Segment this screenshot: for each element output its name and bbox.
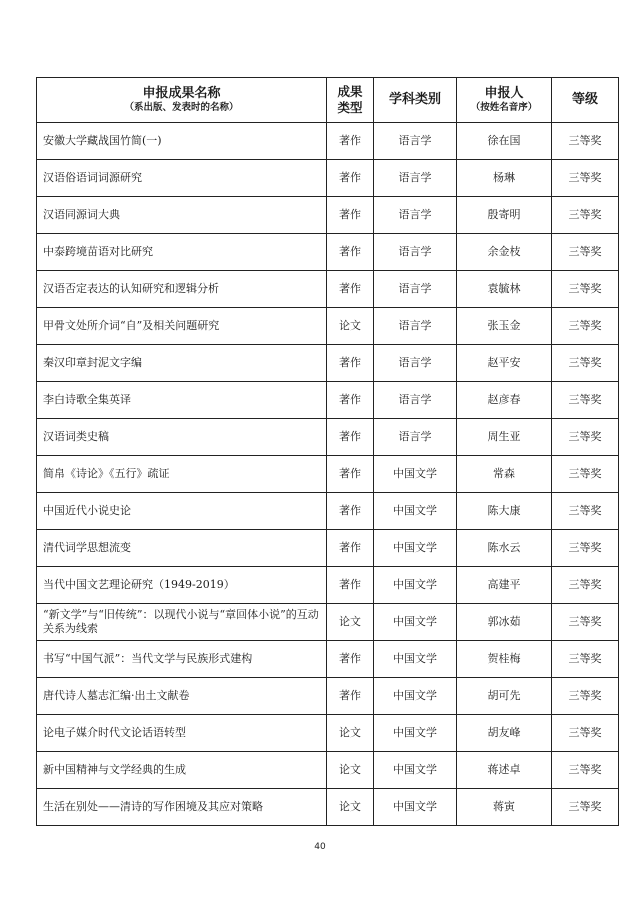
cell-discipline: 语言学 (374, 271, 457, 308)
cell-author: 赵彦春 (457, 382, 552, 419)
cell-discipline: 中国文学 (374, 493, 457, 530)
cell-level: 三等奖 (552, 382, 619, 419)
table-row (37, 715, 619, 752)
table-row (37, 641, 619, 678)
cell-discipline: 中国文学 (374, 456, 457, 493)
cell-type: 著作 (327, 678, 374, 715)
table-row (37, 197, 619, 234)
cell-type: 论文 (327, 789, 374, 826)
cell-author: 高建平 (457, 567, 552, 604)
header-title-sub: （系出版、发表时的名称） (124, 102, 239, 113)
table-row (37, 382, 619, 419)
cell-type: 著作 (327, 493, 374, 530)
cell-discipline: 语言学 (374, 382, 457, 419)
cell-title: 汉语俗语词词源研究 (37, 160, 327, 197)
table-row (37, 345, 619, 382)
cell-title: 中泰跨境苗语对比研究 (37, 234, 327, 271)
table-row (37, 567, 619, 604)
cell-author: 胡友峰 (457, 715, 552, 752)
cell-title: 论电子媒介时代文论话语转型 (37, 715, 327, 752)
cell-discipline: 中国文学 (374, 715, 457, 752)
table-row (37, 234, 619, 271)
table-row (37, 604, 619, 641)
cell-level: 三等奖 (552, 752, 619, 789)
cell-title: 生活在别处——清诗的写作困境及其应对策略 (37, 789, 327, 826)
cell-discipline: 中国文学 (374, 752, 457, 789)
header-author-main: 申报人 (484, 86, 524, 101)
cell-author: 贺桂梅 (457, 641, 552, 678)
cell-title: 汉语同源词大典 (37, 197, 327, 234)
table-row (37, 789, 619, 826)
cell-level: 三等奖 (552, 678, 619, 715)
cell-level: 三等奖 (552, 456, 619, 493)
header-type (327, 78, 374, 123)
header-discipline: 学科类别 (374, 78, 457, 123)
cell-level: 三等奖 (552, 271, 619, 308)
table-body (37, 123, 619, 826)
cell-author: 郭冰茹 (457, 604, 552, 641)
cell-title: 中国近代小说史论 (37, 493, 327, 530)
header-row (37, 78, 619, 123)
table-row (37, 530, 619, 567)
cell-type: 论文 (327, 308, 374, 345)
table-row (37, 271, 619, 308)
cell-author: 胡可先 (457, 678, 552, 715)
cell-level: 三等奖 (552, 345, 619, 382)
cell-title: 当代中国文艺理论研究（1949-2019） (37, 567, 327, 604)
cell-type: 著作 (327, 123, 374, 160)
header-type-line2: 类型 (337, 100, 363, 115)
cell-discipline: 语言学 (374, 160, 457, 197)
cell-discipline: 中国文学 (374, 567, 457, 604)
cell-author: 徐在国 (457, 123, 552, 160)
cell-level: 三等奖 (552, 234, 619, 271)
cell-author: 殷寄明 (457, 197, 552, 234)
cell-type: 著作 (327, 530, 374, 567)
cell-type: 论文 (327, 604, 374, 641)
cell-level: 三等奖 (552, 604, 619, 641)
table-row (37, 456, 619, 493)
cell-discipline: 语言学 (374, 123, 457, 160)
cell-level: 三等奖 (552, 160, 619, 197)
cell-author: 蒋述卓 (457, 752, 552, 789)
cell-author: 赵平安 (457, 345, 552, 382)
award-table (36, 77, 619, 826)
cell-discipline: 中国文学 (374, 530, 457, 567)
header-author-sub: （按姓名音序） (470, 102, 538, 113)
cell-author: 杨琳 (457, 160, 552, 197)
table-row (37, 678, 619, 715)
cell-type: 论文 (327, 715, 374, 752)
header-type-line1: 成果 (337, 84, 363, 99)
cell-level: 三等奖 (552, 530, 619, 567)
cell-author: 陈水云 (457, 530, 552, 567)
cell-type: 论文 (327, 752, 374, 789)
cell-author: 袁毓林 (457, 271, 552, 308)
award-list-sheet (36, 77, 618, 826)
cell-discipline: 语言学 (374, 308, 457, 345)
cell-author: 陈大康 (457, 493, 552, 530)
cell-title: 唐代诗人墓志汇编·出土文献卷 (37, 678, 327, 715)
table-row (37, 160, 619, 197)
cell-title: 甲骨文处所介词“自”及相关问题研究 (37, 308, 327, 345)
cell-level: 三等奖 (552, 197, 619, 234)
header-level: 等级 (552, 78, 619, 123)
header-author (457, 78, 552, 123)
cell-title: 汉语否定表达的认知研究和逻辑分析 (37, 271, 327, 308)
cell-type: 著作 (327, 160, 374, 197)
cell-discipline: 语言学 (374, 419, 457, 456)
cell-author: 常森 (457, 456, 552, 493)
cell-title: 汉语词类史稿 (37, 419, 327, 456)
cell-discipline: 中国文学 (374, 678, 457, 715)
cell-type: 著作 (327, 345, 374, 382)
cell-type: 著作 (327, 567, 374, 604)
table-header (37, 78, 619, 123)
table-row (37, 752, 619, 789)
table-row (37, 419, 619, 456)
header-title-main: 申报成果名称 (142, 86, 221, 101)
cell-author: 张玉金 (457, 308, 552, 345)
cell-discipline: 中国文学 (374, 641, 457, 678)
cell-title: 新中国精神与文学经典的生成 (37, 752, 327, 789)
cell-type: 著作 (327, 382, 374, 419)
page-number: 40 (314, 842, 326, 852)
cell-title: 安徽大学藏战国竹简(一) (37, 123, 327, 160)
cell-author: 余金枝 (457, 234, 552, 271)
header-title (37, 78, 327, 123)
cell-title: 李白诗歌全集英译 (37, 382, 327, 419)
cell-type: 著作 (327, 419, 374, 456)
cell-level: 三等奖 (552, 641, 619, 678)
cell-title: 秦汉印章封泥文字编 (37, 345, 327, 382)
cell-discipline: 中国文学 (374, 604, 457, 641)
cell-level: 三等奖 (552, 789, 619, 826)
cell-level: 三等奖 (552, 493, 619, 530)
cell-type: 著作 (327, 197, 374, 234)
cell-level: 三等奖 (552, 715, 619, 752)
cell-title: 清代词学思想流变 (37, 530, 327, 567)
table-row (37, 123, 619, 160)
cell-title: 书写“中国气派”：当代文学与民族形式建构 (37, 641, 327, 678)
cell-level: 三等奖 (552, 123, 619, 160)
cell-title: “新文学”与“旧传统”：以现代小说与“章回体小说”的互动关系为线索 (37, 604, 327, 641)
cell-author: 蒋寅 (457, 789, 552, 826)
cell-discipline: 语言学 (374, 234, 457, 271)
cell-discipline: 语言学 (374, 197, 457, 234)
cell-author: 周生亚 (457, 419, 552, 456)
table-row (37, 308, 619, 345)
cell-discipline: 中国文学 (374, 789, 457, 826)
cell-title: 简帛《诗论》《五行》疏证 (37, 456, 327, 493)
cell-level: 三等奖 (552, 567, 619, 604)
cell-type: 著作 (327, 271, 374, 308)
cell-discipline: 语言学 (374, 345, 457, 382)
cell-type: 著作 (327, 641, 374, 678)
cell-level: 三等奖 (552, 419, 619, 456)
table-row (37, 493, 619, 530)
cell-type: 著作 (327, 456, 374, 493)
cell-type: 著作 (327, 234, 374, 271)
cell-level: 三等奖 (552, 308, 619, 345)
